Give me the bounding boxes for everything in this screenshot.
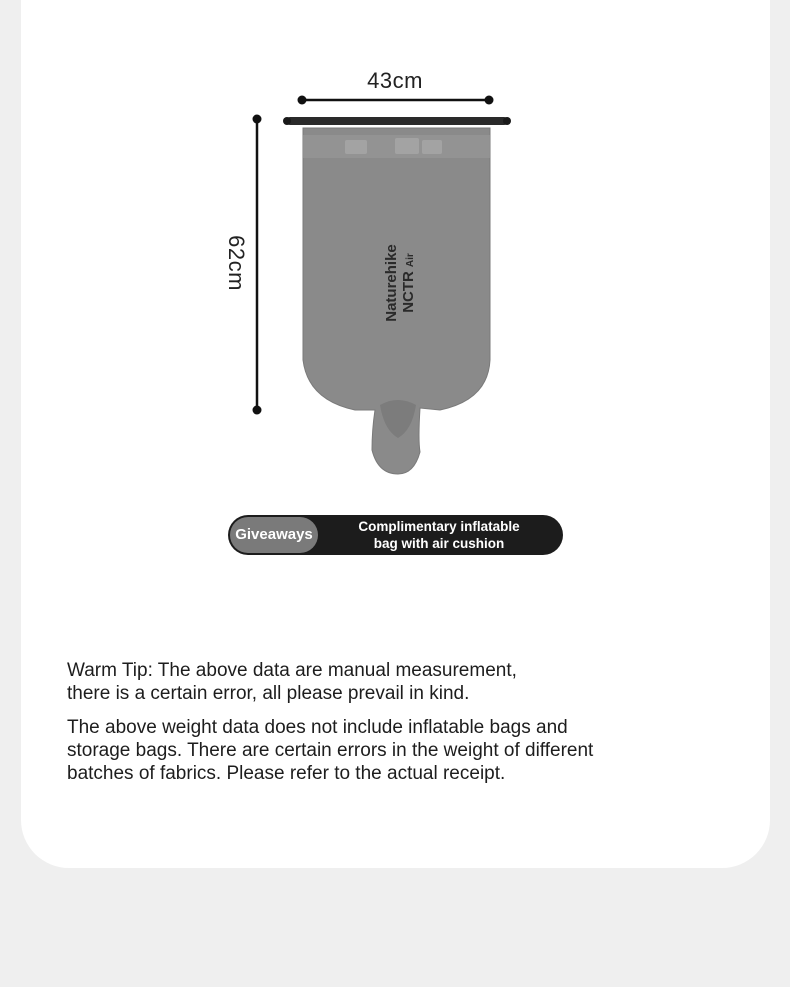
width-label: 43cm bbox=[367, 68, 423, 93]
weight-note bbox=[67, 716, 707, 785]
strap-end-right bbox=[503, 117, 511, 125]
height-label: 62cm bbox=[224, 235, 249, 291]
weight-note-line-3: batches of fabrics. Please refer to the actual receipt. bbox=[67, 763, 506, 784]
weight-note-line-1: The above weight data does not include inflatable bags and bbox=[67, 717, 568, 738]
strap-end-left bbox=[283, 117, 291, 125]
warm-tip-line-1: Warm Tip: The above data are manual measurement, bbox=[67, 660, 517, 681]
weight-note-line-2: storage bags. There are certain errors in the weight of different bbox=[67, 740, 594, 761]
sub-brand: NCTR bbox=[400, 271, 417, 313]
warm-tip bbox=[67, 659, 707, 705]
bag-buckle-right bbox=[422, 140, 442, 154]
giveaway-description bbox=[324, 518, 554, 552]
brand-logo bbox=[383, 223, 417, 343]
width-dimension-end-dot bbox=[485, 96, 494, 105]
giveaway-banner bbox=[228, 515, 563, 555]
giveaway-tag: Giveaways bbox=[230, 517, 318, 553]
height-dimension-end-dot bbox=[253, 406, 262, 415]
giveaway-line-2: bag with air cushion bbox=[373, 536, 505, 551]
giveaway-line-1: Complimentary inflatable bbox=[358, 519, 520, 534]
sub-brand-suffix: Air bbox=[405, 253, 416, 268]
bag-buckle-middle bbox=[395, 138, 419, 154]
brand-name: Naturehike bbox=[383, 244, 400, 322]
width-dimension-start-dot bbox=[298, 96, 307, 105]
roll-top-strap bbox=[286, 117, 508, 125]
bag-buckle-left bbox=[345, 140, 367, 154]
height-dimension-start-dot bbox=[253, 115, 262, 124]
warm-tip-line-2: there is a certain error, all please prevail in kind. bbox=[67, 683, 470, 704]
